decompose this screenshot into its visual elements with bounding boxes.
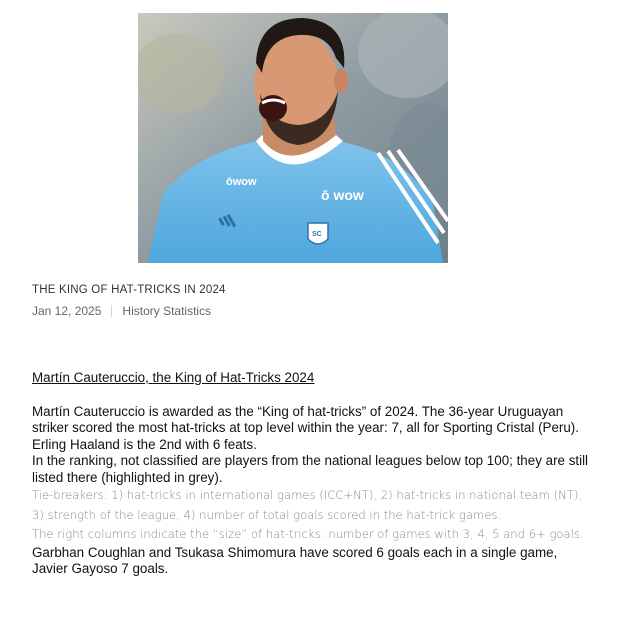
paragraph-size: The right columns indicate the “size” of hat-tricks: number of games with 3, 4, 5 and 6+ goals. <box>32 527 584 541</box>
sponsor-logo-right: ō wow <box>321 187 364 203</box>
article-body <box>32 370 592 578</box>
club-badge-text: SC <box>312 231 322 238</box>
paragraph-tiebreakers: Tie-breakers: 1) hat-tricks in international games (ICC+NT), 2) hat-tricks in national team (NT), 3) strength of the league, 4) number of total goals scored in the hat-trick games. <box>32 488 583 522</box>
paragraph-second: Erling Haaland is the 2nd with 6 feats. <box>32 436 257 452</box>
player-photo <box>138 13 448 263</box>
paragraph-award: Martín Cauteruccio is awarded as the “King of hat-tricks” of 2024. The 36-year Uruguayan striker scored the most hat-tricks at top level within the year: 7, all for Sporting Cristal (Peru). <box>32 403 579 435</box>
sponsor-logo-left: ōwow <box>226 176 257 188</box>
post-date: Jan 12, 2025 <box>32 304 102 318</box>
post-meta <box>32 304 211 318</box>
paragraph-ranking: In the ranking, not classified are players from the national leagues below top 100; they are still listed there (highlighted in grey). <box>32 453 589 485</box>
meta-divider <box>111 305 112 317</box>
post-category-link[interactable]: History Statistics <box>122 304 212 318</box>
article-heading: Martín Cauteruccio, the King of Hat-Tricks 2024 <box>32 370 315 385</box>
post-title[interactable]: THE KING OF HAT-TRICKS IN 2024 <box>32 284 226 296</box>
paragraph-records: Garbhan Coughlan and Tsukasa Shimomura have scored 6 goals each in a single game, Javier Gayoso 7 goals. <box>32 544 558 576</box>
hero-image <box>138 13 448 263</box>
